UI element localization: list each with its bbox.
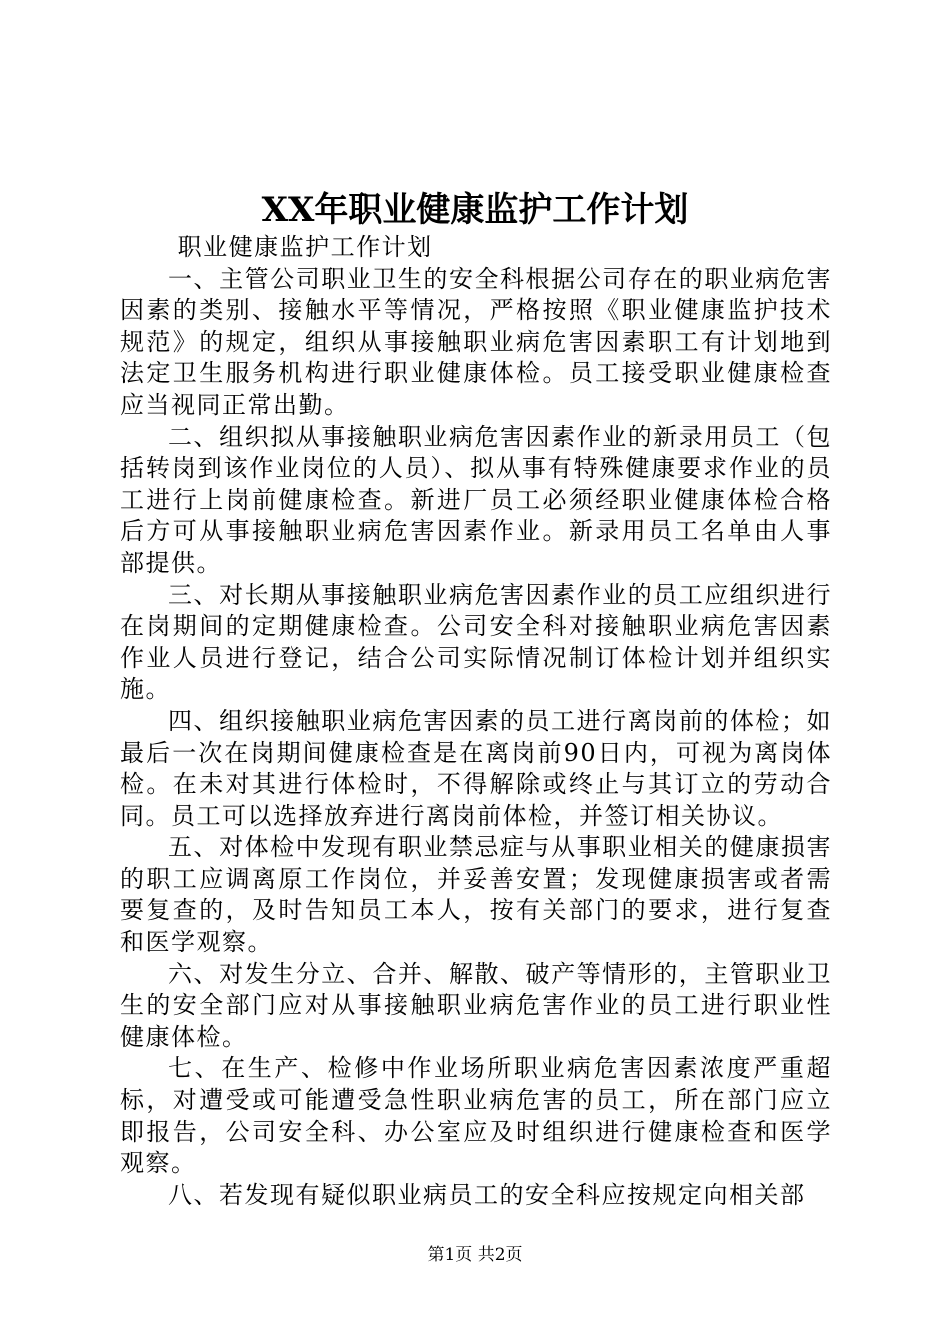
document-subtitle: 职业健康监护工作计划	[177, 233, 433, 261]
paragraph-2: 二、组织拟从事接触职业病危害因素作业的新录用员工（包括转岗到该作业岗位的人员）、拟从事有特殊健康要求作业的员工进行上岗前健康检查。新进厂员工必须经职业健康体检合格后方可从事接触职业病危害因素作业。新录用员工名单由人事部提供。	[120, 422, 832, 577]
paragraph-5: 五、对体检中发现有职业禁忌症与从事职业相关的健康损害的职工应调离原工作岗位，并妥善安置；发现健康损害或者需要复查的，及时告知员工本人，按有关部门的要求，进行复查和医学观察。	[120, 833, 832, 957]
paragraph-3: 三、对长期从事接触职业病危害因素作业的员工应组织进行在岗期间的定期健康检查。公司安全科对接触职业病危害因素作业人员进行登记，结合公司实际情况制订体检计划并组织实施。	[120, 580, 832, 704]
paragraph-1: 一、主管公司职业卫生的安全科根据公司存在的职业病危害因素的类别、接触水平等情况，严格按照《职业健康监护技术规范》的规定，组织从事接触职业病危害因素职工有计划地到法定卫生服务机构进行职业健康体检。员工接受职业健康检查应当视同正常出勤。	[120, 264, 832, 419]
paragraph-6: 六、对发生分立、合并、解散、破产等情形的，主管职业卫生的安全部门应对从事接触职业病危害作业的员工进行职业性健康体检。	[120, 959, 832, 1051]
paragraph-4: 四、组织接触职业病危害因素的员工进行离岗前的体检；如最后一次在岗期间健康检查是在离岗前90日内，可视为离岗体检。在未对其进行体检时，不得解除或终止与其订立的劳动合同。员工可以选择放弃进行离岗前体检，并签订相关协议。	[120, 706, 832, 830]
document-title: XX年职业健康监护工作计划	[261, 190, 689, 230]
paragraph-8: 八、若发现有疑似职业病员工的安全科应按规定向相关部	[168, 1180, 806, 1209]
paragraph-7: 七、在生产、检修中作业场所职业病危害因素浓度严重超标，对遭受或可能遭受急性职业病危害的员工，所在部门应立即报告，公司安全科、办公室应及时组织进行健康检查和医学观察。	[120, 1054, 832, 1178]
page-footer: 第1页 共2页	[427, 1245, 523, 1265]
document-body	[120, 232, 832, 1211]
